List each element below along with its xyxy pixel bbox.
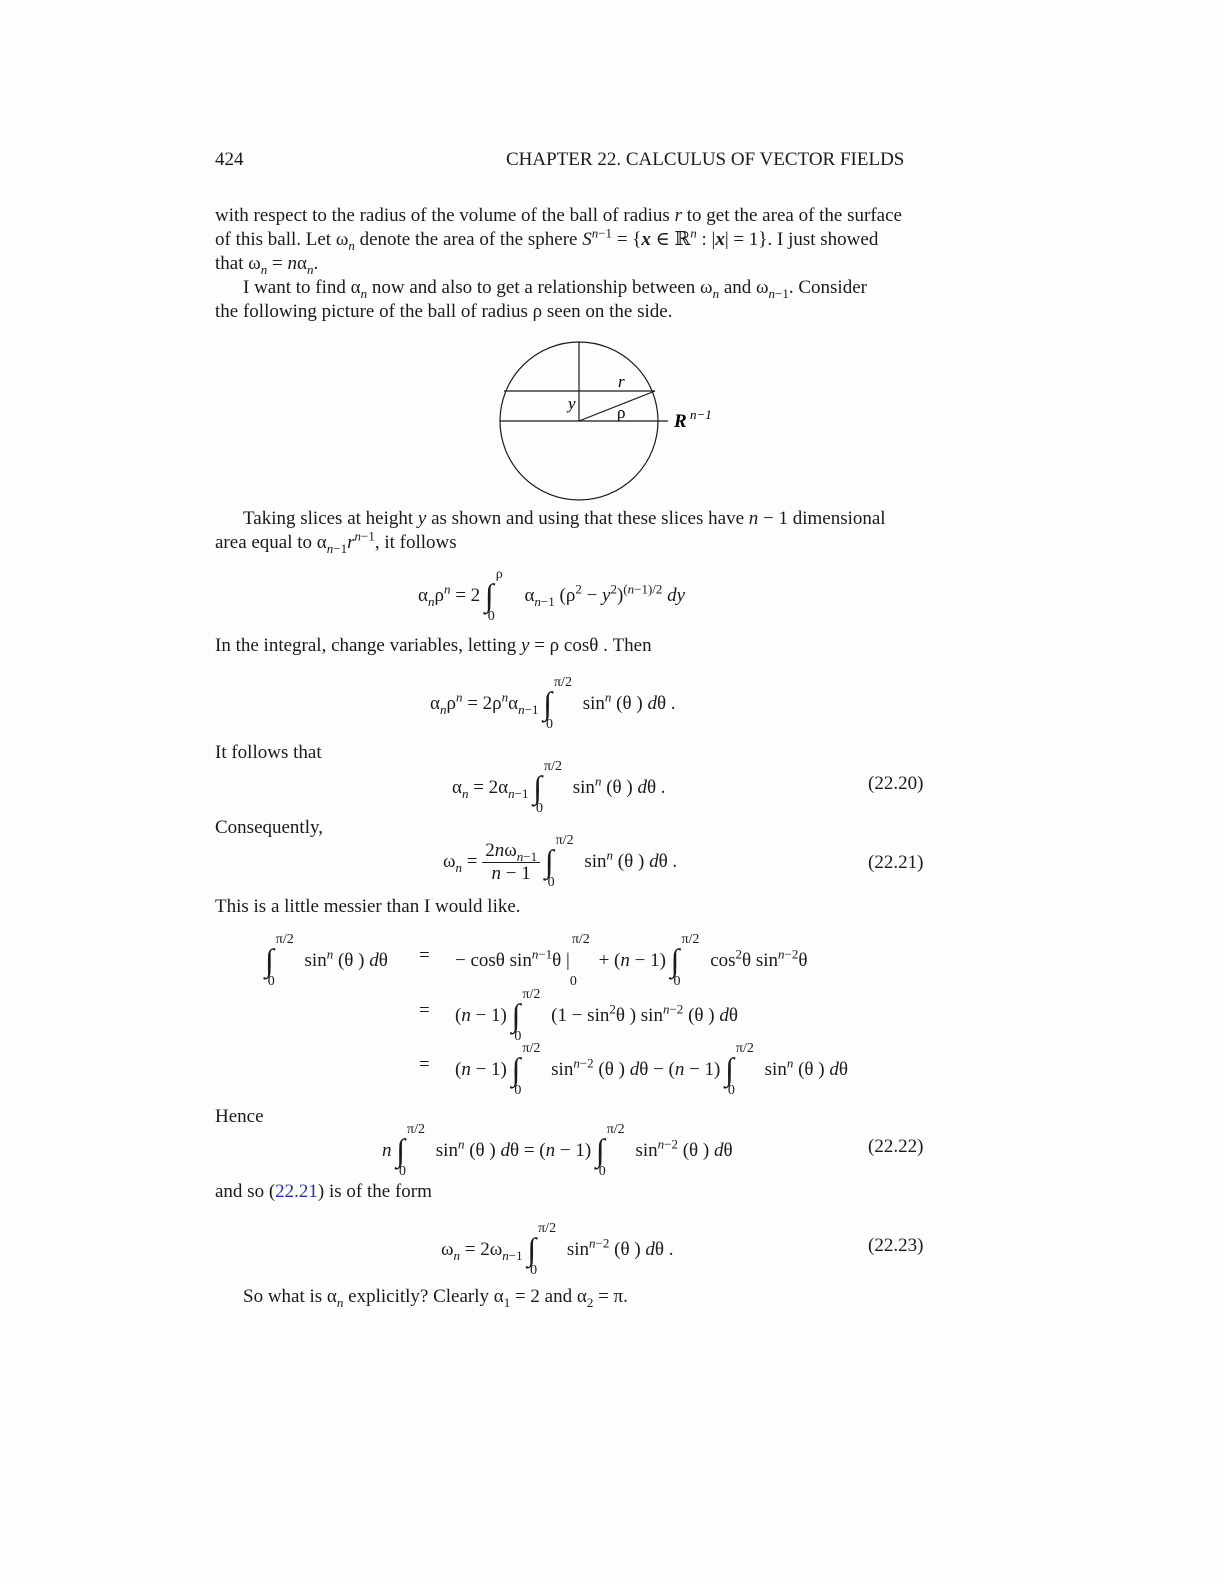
- align-row-2: (n − 1) ∫ π/2 0 ($1 - \sin^2\theta$ ) $\sin^{n-2} (\theta$ ) dθ: [455, 986, 738, 1044]
- paragraph-3: [215, 507, 927, 555]
- align-eq-sign-2: =: [419, 1000, 430, 1021]
- equation-number-22-20: (22.20): [868, 773, 924, 794]
- equation-reference-link[interactable]: 22.21: [275, 1181, 318, 1202]
- equation-1: $\alpha_n\rho^n = 2$ ∫ ρ 0 $\alpha_{n-1}$ $(\rho^2 - y^2)^{(n-1)/2}$ dy: [418, 566, 686, 624]
- align-eq-sign-3: =: [419, 1054, 430, 1075]
- label-y: y: [568, 394, 576, 413]
- label-R: R: [674, 411, 687, 432]
- paragraph-10: So what is $\alpha_n$ explicitly? Clearly $\alpha_1 = 2$ and $\alpha_2 = \pi$.: [243, 1286, 628, 1310]
- paragraph-8: Hence: [215, 1106, 264, 1127]
- equation-3: $\alpha_n = 2\alpha_{n-1}$ ∫ π/2 0 $\sin^n (\theta$ ) dθ .: [452, 758, 666, 816]
- paragraph-7: This is a little messier than I would like.: [215, 896, 521, 917]
- para3-line1: Taking slices at height y as shown and using that these slices have n − 1 dimensional: [243, 508, 886, 529]
- page-number: 424: [215, 149, 244, 170]
- paragraph-4: In the integral, change variables, letting y = ρ cosθ . Then: [215, 635, 652, 656]
- paragraph-1: [215, 204, 927, 276]
- paragraph-9: and so (22.21) is of the form: [215, 1181, 432, 1202]
- label-r: r: [618, 372, 625, 391]
- paragraph-6: Consequently,: [215, 817, 324, 838]
- align-eq-sign-1: =: [419, 945, 430, 966]
- equation-4: $\omega_n$ = $\frac{2n\omega_{n-1}}{n - 1}$ ∫ π/2 0 $\sin^n (\theta$ ) dθ .: [443, 832, 678, 890]
- para1-line3: that $\omega_n = n\alpha_n$.: [215, 253, 319, 277]
- paragraph-2: [215, 276, 927, 324]
- chapter-header: CHAPTER 22. CALCULUS OF VECTOR FIELDS: [506, 149, 905, 170]
- align-lhs: ∫ π/2 0 $\sin^n (\theta$ ) dθ: [265, 931, 388, 989]
- equation-2: $\alpha_n\rho^n = 2\rho^n\alpha_{n-1}$ ∫ π/2 0 $\sin^n (\theta$ ) dθ .: [430, 674, 676, 732]
- para3-line2: area equal to $\alpha_{n-1}r^{n-1}$, it follows: [215, 528, 457, 556]
- equation-number-22-23: (22.23): [868, 1235, 924, 1256]
- para1-line1: with respect to the radius of the volume of the ball of radius r to get the area of the surface: [215, 205, 902, 226]
- equation-number-22-22: (22.22): [868, 1136, 924, 1157]
- align-row-1: − cosθ $\sin^{n-1}\theta$ | π/2 0 + (n − 1) ∫ π/2 0 $\cos^2\theta$ $\sin^{n-2}\theta$: [455, 931, 808, 989]
- align-row-3: (n − 1) ∫ π/2 0 $\sin^{n-2} (\theta$ ) dθ − (n − 1) ∫ π/2 0 $\sin^n (\theta$ ) dθ: [455, 1040, 848, 1098]
- para1-line2: of this ball. Let $\omega_n$ denote the area of the sphere $S^{n-1} = \{x$ ∈ ℝ$^n$ : |x| = 1}. I just showed: [215, 225, 879, 253]
- para2-line2: the following picture of the ball of radius ρ seen on the side.: [215, 301, 673, 322]
- label-R-superscript: n−1: [690, 407, 712, 422]
- para2-line1: I want to find $\alpha_n$ now and also to get a relationship between $\omega_n$ and $\omega_{n-1}$. Consider: [243, 277, 867, 301]
- ball-cross-section-figure: [490, 336, 740, 506]
- paragraph-5: It follows that: [215, 742, 322, 763]
- label-rho: ρ: [617, 403, 626, 422]
- equation-5: n ∫ π/2 0 $\sin^n (\theta$ ) dθ = (n − 1) ∫ π/2 0 $\sin^{n-2} (\theta$ ) dθ: [382, 1121, 733, 1179]
- equation-6: $\omega_n = 2\omega_{n-1}$ ∫ π/2 0 $\sin^{n-2} (\theta$ ) dθ .: [441, 1220, 674, 1278]
- equation-number-22-21: (22.21): [868, 852, 924, 873]
